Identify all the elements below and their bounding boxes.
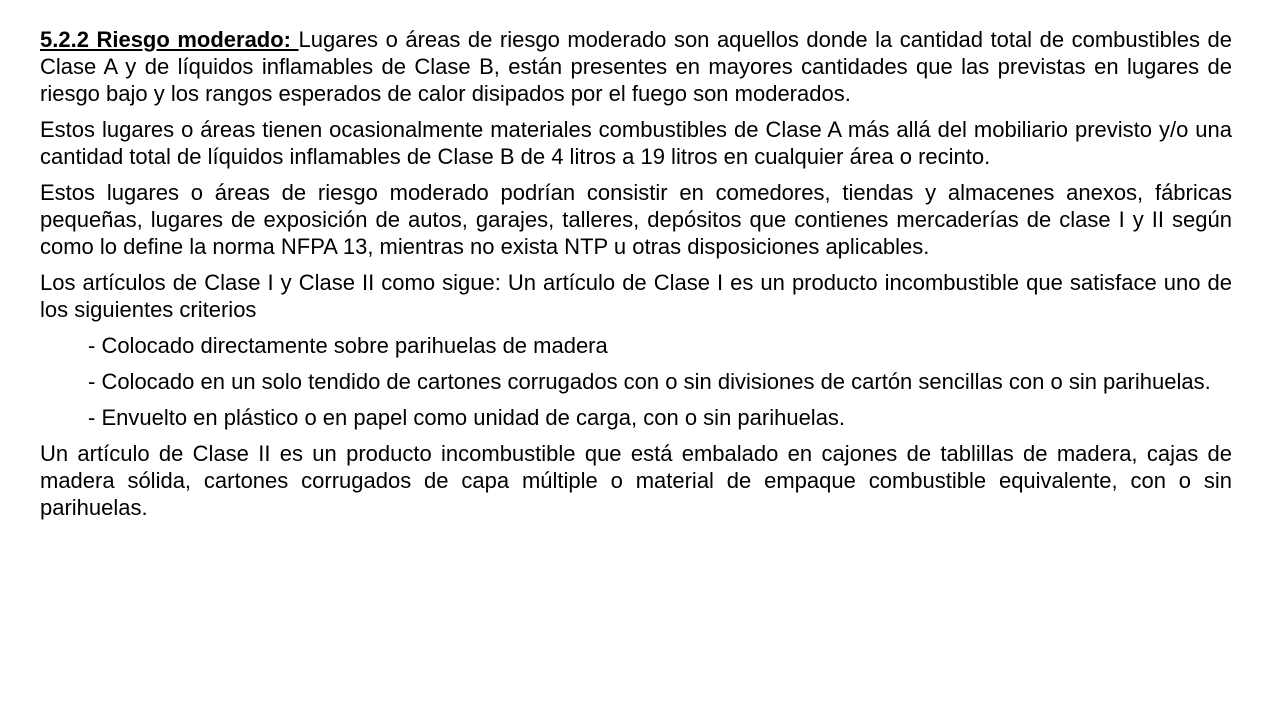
section-heading: 5.2.2 Riesgo moderado: (40, 27, 299, 52)
criteria-item: - Envuelto en plástico o en papel como unidad de carga, con o sin parihuelas. (88, 405, 846, 430)
criteria-item: - Colocado directamente sobre parihuelas de madera (88, 333, 608, 358)
section-intro: Lugares o áreas de riesgo moderado son aquellos donde la cantidad total de combustibles de Clase A y de líquidos inflamables de Clase B, están presentes en mayores cantidades que las previstas en lugares de riesgo bajo y los rangos esperados de calor disipados por el fuego son moderados. (40, 27, 1232, 106)
criteria-item: - Colocado en un solo tendido de cartones corrugados con o sin divisiones de cartón sencillas con o sin parihuelas. (88, 369, 1211, 394)
section-paragraph (40, 26, 1232, 107)
paragraph-class-ii: Un artículo de Clase II es un producto incombustible que está embalado en cajones de tablillas de madera, cajas de madera sólida, cartones corrugados de capa múltiple o material de empaque combustible equivalente, con o sin parihuelas. (40, 441, 1232, 520)
document-body (40, 26, 1232, 530)
paragraph-class-definition: Los artículos de Clase I y Clase II como sigue: Un artículo de Clase I es un producto incombustible que satisface uno de los siguientes criterios (40, 270, 1232, 322)
paragraph-occasional-materials: Estos lugares o áreas tienen ocasionalmente materiales combustibles de Clase A más allá del mobiliario previsto y/o una cantidad total de líquidos inflamables de Clase B de 4 litros a 19 litros en cualquier área o recinto. (40, 117, 1232, 169)
paragraph-examples: Estos lugares o áreas de riesgo moderado podrían consistir en comedores, tiendas y almacenes anexos, fábricas pequeñas, lugares de exposición de autos, garajes, talleres, depósitos que contienes mercaderías de clase I y II según como lo define la norma NFPA 13, mientras no exista NTP u otras disposiciones aplicables. (40, 180, 1232, 259)
